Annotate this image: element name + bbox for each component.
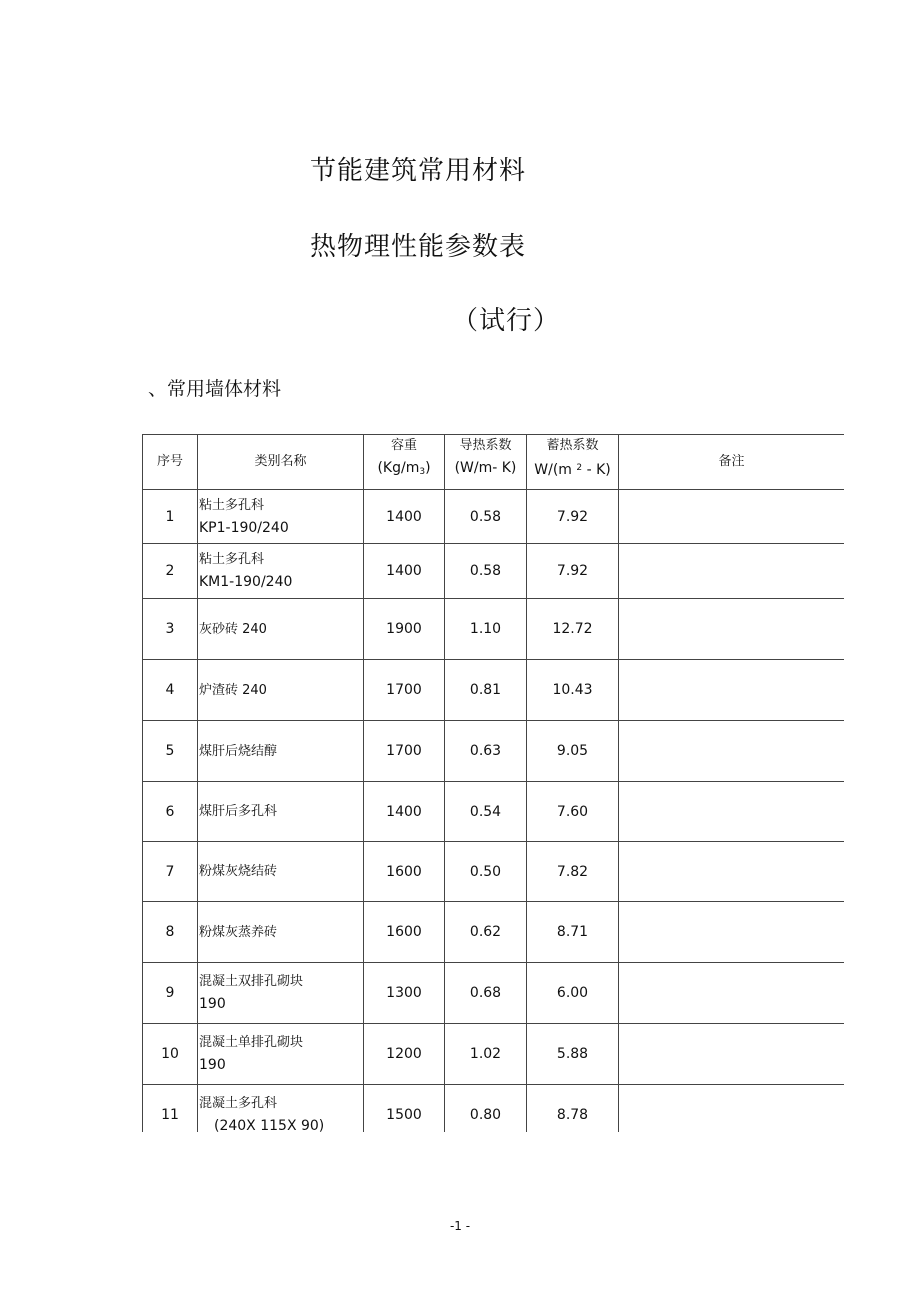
cell-index: 7 — [143, 842, 198, 902]
cell-remark — [619, 842, 845, 902]
cell-remark — [619, 963, 845, 1024]
cell-name-line2: KM1-190/240 — [199, 574, 293, 590]
cell-index: 10 — [143, 1024, 198, 1085]
cell-conductivity: 0.58 — [445, 544, 527, 599]
cell-name-line1: 煤肝后烧结醇 — [199, 743, 278, 759]
cell-name-line2: 190 — [199, 1057, 226, 1073]
table-row — [143, 842, 845, 902]
cell-conductivity: 1.10 — [445, 599, 527, 660]
cell-density: 1400 — [364, 490, 445, 544]
cell-conductivity: 0.58 — [445, 490, 527, 544]
header-density — [364, 435, 445, 490]
table-row — [143, 902, 845, 963]
cell-conductivity: 1.02 — [445, 1024, 527, 1085]
cell-name — [198, 1024, 364, 1085]
cell-name-line1: 粉煤灰烧结砖 — [199, 864, 278, 879]
cell-density: 1600 — [364, 842, 445, 902]
cell-index: 1 — [143, 490, 198, 544]
cell-name — [198, 660, 364, 721]
cell-name-line2: KP1-190/240 — [199, 519, 289, 536]
cell-remark — [619, 490, 845, 544]
table-row — [143, 660, 845, 721]
cell-name-line1: 灰砂砖 240 — [199, 621, 267, 637]
cell-conductivity: 0.68 — [445, 963, 527, 1024]
cell-name — [198, 963, 364, 1024]
cell-index: 8 — [143, 902, 198, 963]
page-number: -1 - — [449, 1219, 471, 1233]
cell-storage: 7.92 — [527, 544, 619, 599]
header-storage — [527, 435, 619, 490]
cell-name-line1: 混凝土单排孔砌块 — [199, 1035, 304, 1050]
cell-index: 6 — [143, 782, 198, 842]
cell-name-line2: 190 — [199, 996, 226, 1012]
header-conductivity-unit: (W/m- K) — [454, 460, 517, 476]
header-name: 类别名称 — [198, 435, 364, 490]
cell-storage: 6.00 — [527, 963, 619, 1024]
cell-index: 11 — [143, 1085, 198, 1133]
cell-name — [198, 544, 364, 599]
cell-name — [198, 902, 364, 963]
cell-storage: 7.92 — [527, 490, 619, 544]
cell-name-line2: (240X 115X 90) — [214, 1118, 325, 1132]
table-row — [143, 599, 845, 660]
cell-remark — [619, 544, 845, 599]
header-remark: 备注 — [619, 435, 845, 490]
table-row — [143, 544, 845, 599]
cell-name — [198, 599, 364, 660]
table-row — [143, 1024, 845, 1085]
document-title-line3: （试行） — [452, 306, 561, 336]
cell-name-line1: 煤肝后多孔科 — [199, 804, 278, 819]
cell-index: 2 — [143, 544, 198, 599]
cell-conductivity: 0.63 — [445, 721, 527, 782]
cell-storage: 7.82 — [527, 842, 619, 902]
cell-conductivity: 0.81 — [445, 660, 527, 721]
materials-table — [142, 434, 844, 1132]
cell-density: 1400 — [364, 544, 445, 599]
cell-name — [198, 490, 364, 544]
cell-index: 5 — [143, 721, 198, 782]
cell-density: 1900 — [364, 599, 445, 660]
section-heading: 、常用墙体材料 — [148, 378, 282, 400]
document-title-line1: 节能建筑常用材料 — [310, 156, 527, 186]
table-header-row — [143, 435, 845, 490]
cell-index: 9 — [143, 963, 198, 1024]
cell-name — [198, 842, 364, 902]
cell-remark — [619, 721, 845, 782]
materials-table-container — [142, 434, 844, 1132]
cell-name-line1: 粘土多孔科 — [199, 552, 265, 567]
cell-storage: 5.88 — [527, 1024, 619, 1085]
table-row — [143, 1085, 845, 1133]
document-title-line2: 热物理性能参数表 — [310, 232, 527, 262]
cell-density: 1300 — [364, 963, 445, 1024]
cell-name-line1: 粘土多孔科 — [199, 497, 265, 513]
cell-storage: 7.60 — [527, 782, 619, 842]
cell-density: 1500 — [364, 1085, 445, 1133]
cell-conductivity: 0.80 — [445, 1085, 527, 1133]
table-row — [143, 963, 845, 1024]
header-storage-label: 蓄热系数 — [546, 438, 599, 453]
cell-name-line1: 混凝土多孔科 — [199, 1096, 278, 1111]
cell-storage: 8.78 — [527, 1085, 619, 1133]
header-density-label: 容重 — [390, 438, 417, 453]
cell-index: 3 — [143, 599, 198, 660]
cell-density: 1400 — [364, 782, 445, 842]
table-row — [143, 782, 845, 842]
header-storage-unit: W/(m $^2$ - K) — [534, 462, 611, 478]
cell-density: 1600 — [364, 902, 445, 963]
cell-name — [198, 721, 364, 782]
cell-name — [198, 782, 364, 842]
header-density-unit: $(Kg/m_3)$ — [377, 460, 431, 477]
cell-name-line1: 炉渣砖 240 — [199, 682, 267, 698]
table-row — [143, 490, 845, 544]
cell-storage: 10.43 — [527, 660, 619, 721]
cell-remark — [619, 902, 845, 963]
header-conductivity-label: 导热系数 — [459, 438, 512, 453]
header-conductivity — [445, 435, 527, 490]
cell-remark — [619, 1024, 845, 1085]
cell-conductivity: 0.50 — [445, 842, 527, 902]
cell-remark — [619, 782, 845, 842]
cell-remark — [619, 599, 845, 660]
cell-density: 1700 — [364, 660, 445, 721]
cell-density: 1700 — [364, 721, 445, 782]
cell-storage: 9.05 — [527, 721, 619, 782]
cell-index: 4 — [143, 660, 198, 721]
cell-remark — [619, 1085, 845, 1133]
cell-conductivity: 0.54 — [445, 782, 527, 842]
cell-name-line1: 混凝土双排孔砌块 — [199, 974, 304, 989]
header-index: 序号 — [143, 435, 198, 490]
cell-conductivity: 0.62 — [445, 902, 527, 963]
cell-density: 1200 — [364, 1024, 445, 1085]
cell-name-line1: 粉煤灰蒸养砖 — [199, 924, 278, 940]
cell-storage: 12.72 — [527, 599, 619, 660]
cell-remark — [619, 660, 845, 721]
table-row — [143, 721, 845, 782]
cell-name — [198, 1085, 364, 1133]
cell-storage: 8.71 — [527, 902, 619, 963]
